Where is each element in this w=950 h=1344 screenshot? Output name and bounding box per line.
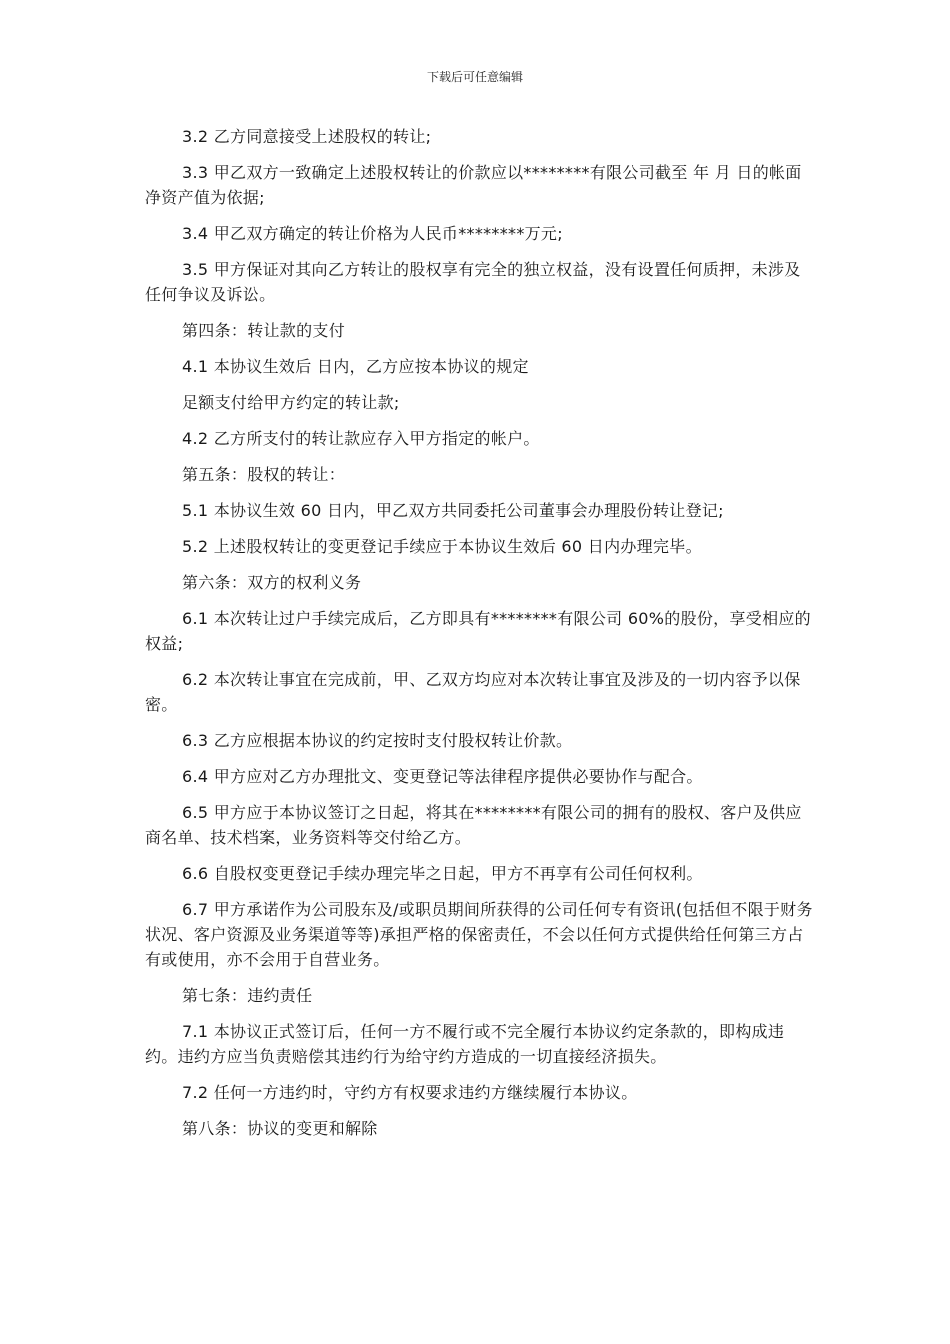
clause-6-6: 6.6 自股权变更登记手续办理完毕之日起，甲方不再享有公司任何权利。	[182, 864, 703, 883]
clause-5-2: 5.2 上述股权转让的变更登记手续应于本协议生效后 60 日内办理完毕。	[182, 537, 702, 556]
clause-7-2: 7.2 任何一方违约时，守约方有权要求违约方继续履行本协议。	[182, 1083, 638, 1102]
clause-6-2: 6.2 本次转让事宜在完成前，甲、乙双方均应对本次转让事宜及涉及的一切内容予以保密。	[145, 670, 801, 714]
article-6-heading: 第六条：双方的权利义务	[182, 573, 362, 592]
clause-6-1: 6.1 本次转让过户手续完成后，乙方即具有********有限公司 60%的股份，享受相应的权益;	[145, 609, 811, 653]
article-8-heading: 第八条：协议的变更和解除	[182, 1119, 378, 1138]
clause-3-2: 3.2 乙方同意接受上述股权的转让;	[182, 127, 432, 146]
clause-6-5: 6.5 甲方应于本协议签订之日起，将其在********有限公司的拥有的股权、客户及供应商名单、技术档案，业务资料等交付给乙方。	[145, 803, 802, 847]
clause-4-1: 4.1 本协议生效后 日内，乙方应按本协议的规定	[182, 357, 529, 376]
clause-6-4: 6.4 甲方应对乙方办理批文、变更登记等法律程序提供必要协作与配合。	[182, 767, 703, 786]
clause-5-1: 5.1 本协议生效 60 日内，甲乙双方共同委托公司董事会办理股份转让登记;	[182, 501, 724, 520]
clause-4-1-continued: 足额支付给甲方约定的转让款;	[182, 393, 400, 412]
clause-6-7: 6.7 甲方承诺作为公司股东及/或职员期间所获得的公司任何专有资讯(包括但不限于财务状况、客户资源及业务渠道等等)承担严格的保密责任，不会以任何方式提供给任何第三方占有或使用，亦不会用于自营业务。	[145, 900, 813, 969]
clause-4-2: 4.2 乙方所支付的转让款应存入甲方指定的帐户。	[182, 429, 540, 448]
clause-3-3: 3.3 甲乙双方一致确定上述股权转让的价款应以********有限公司截至 年 月 日的帐面净资产值为依据;	[145, 163, 802, 207]
page-header: 下载后可任意编辑	[426, 70, 523, 84]
document-body	[145, 124, 815, 1152]
clause-7-1: 7.1 本协议正式签订后，任何一方不履行或不完全履行本协议约定条款的，即构成违约。违约方应当负责赔偿其违约行为给守约方造成的一切直接经济损失。	[145, 1022, 785, 1066]
article-7-heading: 第七条：违约责任	[182, 986, 313, 1005]
article-4-heading: 第四条：转让款的支付	[182, 321, 346, 340]
clause-6-3: 6.3 乙方应根据本协议的约定按时支付股权转让价款。	[182, 731, 573, 750]
clause-3-5: 3.5 甲方保证对其向乙方转让的股权享有完全的独立权益，没有设置任何质押，未涉及任何争议及诉讼。	[145, 260, 801, 304]
clause-3-4: 3.4 甲乙双方确定的转让价格为人民币********万元;	[182, 224, 563, 243]
article-5-heading: 第五条：股权的转让：	[182, 465, 346, 484]
